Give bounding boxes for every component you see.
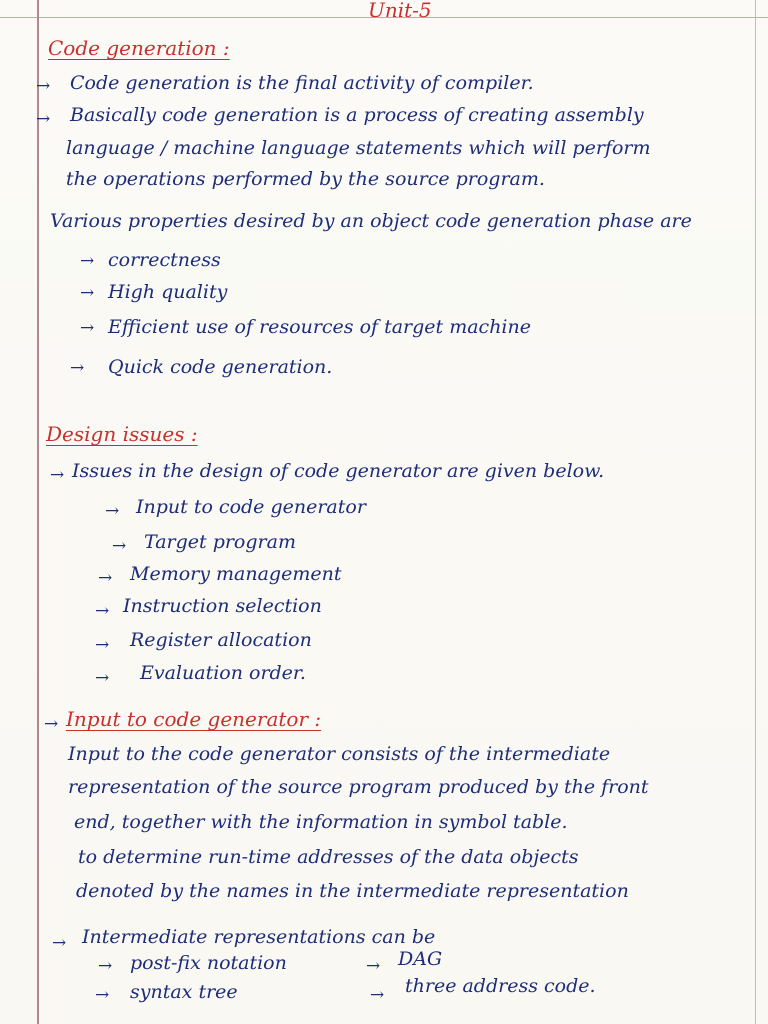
bullet-arrow-icon: → [80,318,95,338]
heading-design-issues: Design issues : [46,422,198,446]
design-issue-item: Memory management [130,563,342,585]
bullet-arrow-icon: → [36,109,51,129]
design-issue-item: Instruction selection [123,595,322,617]
design-issue-item: Evaluation order. [140,662,306,684]
bullet-arrow-icon: → [80,251,95,271]
representation-item: three address code. [405,975,596,997]
input-paragraph-line: denoted by the names in the intermediate representation [76,880,629,902]
design-issues-intro: Issues in the design of code generator are given below. [72,460,605,482]
bullet-arrow-icon: → [105,501,120,521]
input-paragraph-line: Input to the code generator consists of the intermediate [68,743,611,765]
representation-item: DAG [398,948,443,970]
bullet-arrow-icon: → [98,568,113,588]
bullet-arrow-icon: → [95,985,110,1005]
heading-input-to-code-generator: Input to code generator : [66,707,322,731]
bullet-arrow-icon: → [50,465,65,485]
bullet-arrow-icon: → [370,985,385,1005]
bullet-arrow-icon: → [95,668,110,688]
bullet-arrow-icon: → [80,283,95,303]
design-issue-item: Input to code generator [136,496,366,518]
code-gen-line-2: Basically code generation is a process of creating assembly [70,104,644,126]
code-gen-line-4: the operations performed by the source program. [66,168,545,190]
design-issue-item: Target program [144,531,296,553]
property-item: High quality [108,281,228,303]
bullet-arrow-icon: → [36,76,51,96]
input-paragraph-line: representation of the source program produced by the front [68,776,649,798]
page-edge-rule [755,0,756,1024]
code-gen-line-3: language / machine language statements which will perform [66,137,651,159]
bullet-arrow-icon: → [95,635,110,655]
bullet-arrow-icon: → [366,956,381,976]
intermediate-representations-intro: Intermediate representations can be [82,926,436,948]
bullet-arrow-icon: → [98,956,113,976]
code-gen-line-5: Various properties desired by an object code generation phase are [50,210,692,232]
bullet-arrow-icon: → [112,536,127,556]
property-item: Efficient use of resources of target machine [108,316,531,338]
unit-title: Unit-5 [368,0,432,22]
property-item: correctness [108,249,221,271]
heading-code-generation: Code generation : [48,36,230,60]
input-paragraph-line: to determine run-time addresses of the data objects [78,846,579,868]
bullet-arrow-icon: → [44,714,59,734]
code-gen-line-1: Code generation is the final activity of compiler. [70,72,534,94]
bullet-arrow-icon: → [70,358,85,378]
page-margin-rule [37,0,39,1024]
bullet-arrow-icon: → [95,601,110,621]
input-paragraph-line: end, together with the information in symbol table. [74,811,568,833]
design-issue-item: Register allocation [130,629,312,651]
property-item: Quick code generation. [108,356,333,378]
representation-item: post-fix notation [130,952,287,974]
representation-item: syntax tree [130,981,238,1003]
bullet-arrow-icon: → [52,933,67,953]
